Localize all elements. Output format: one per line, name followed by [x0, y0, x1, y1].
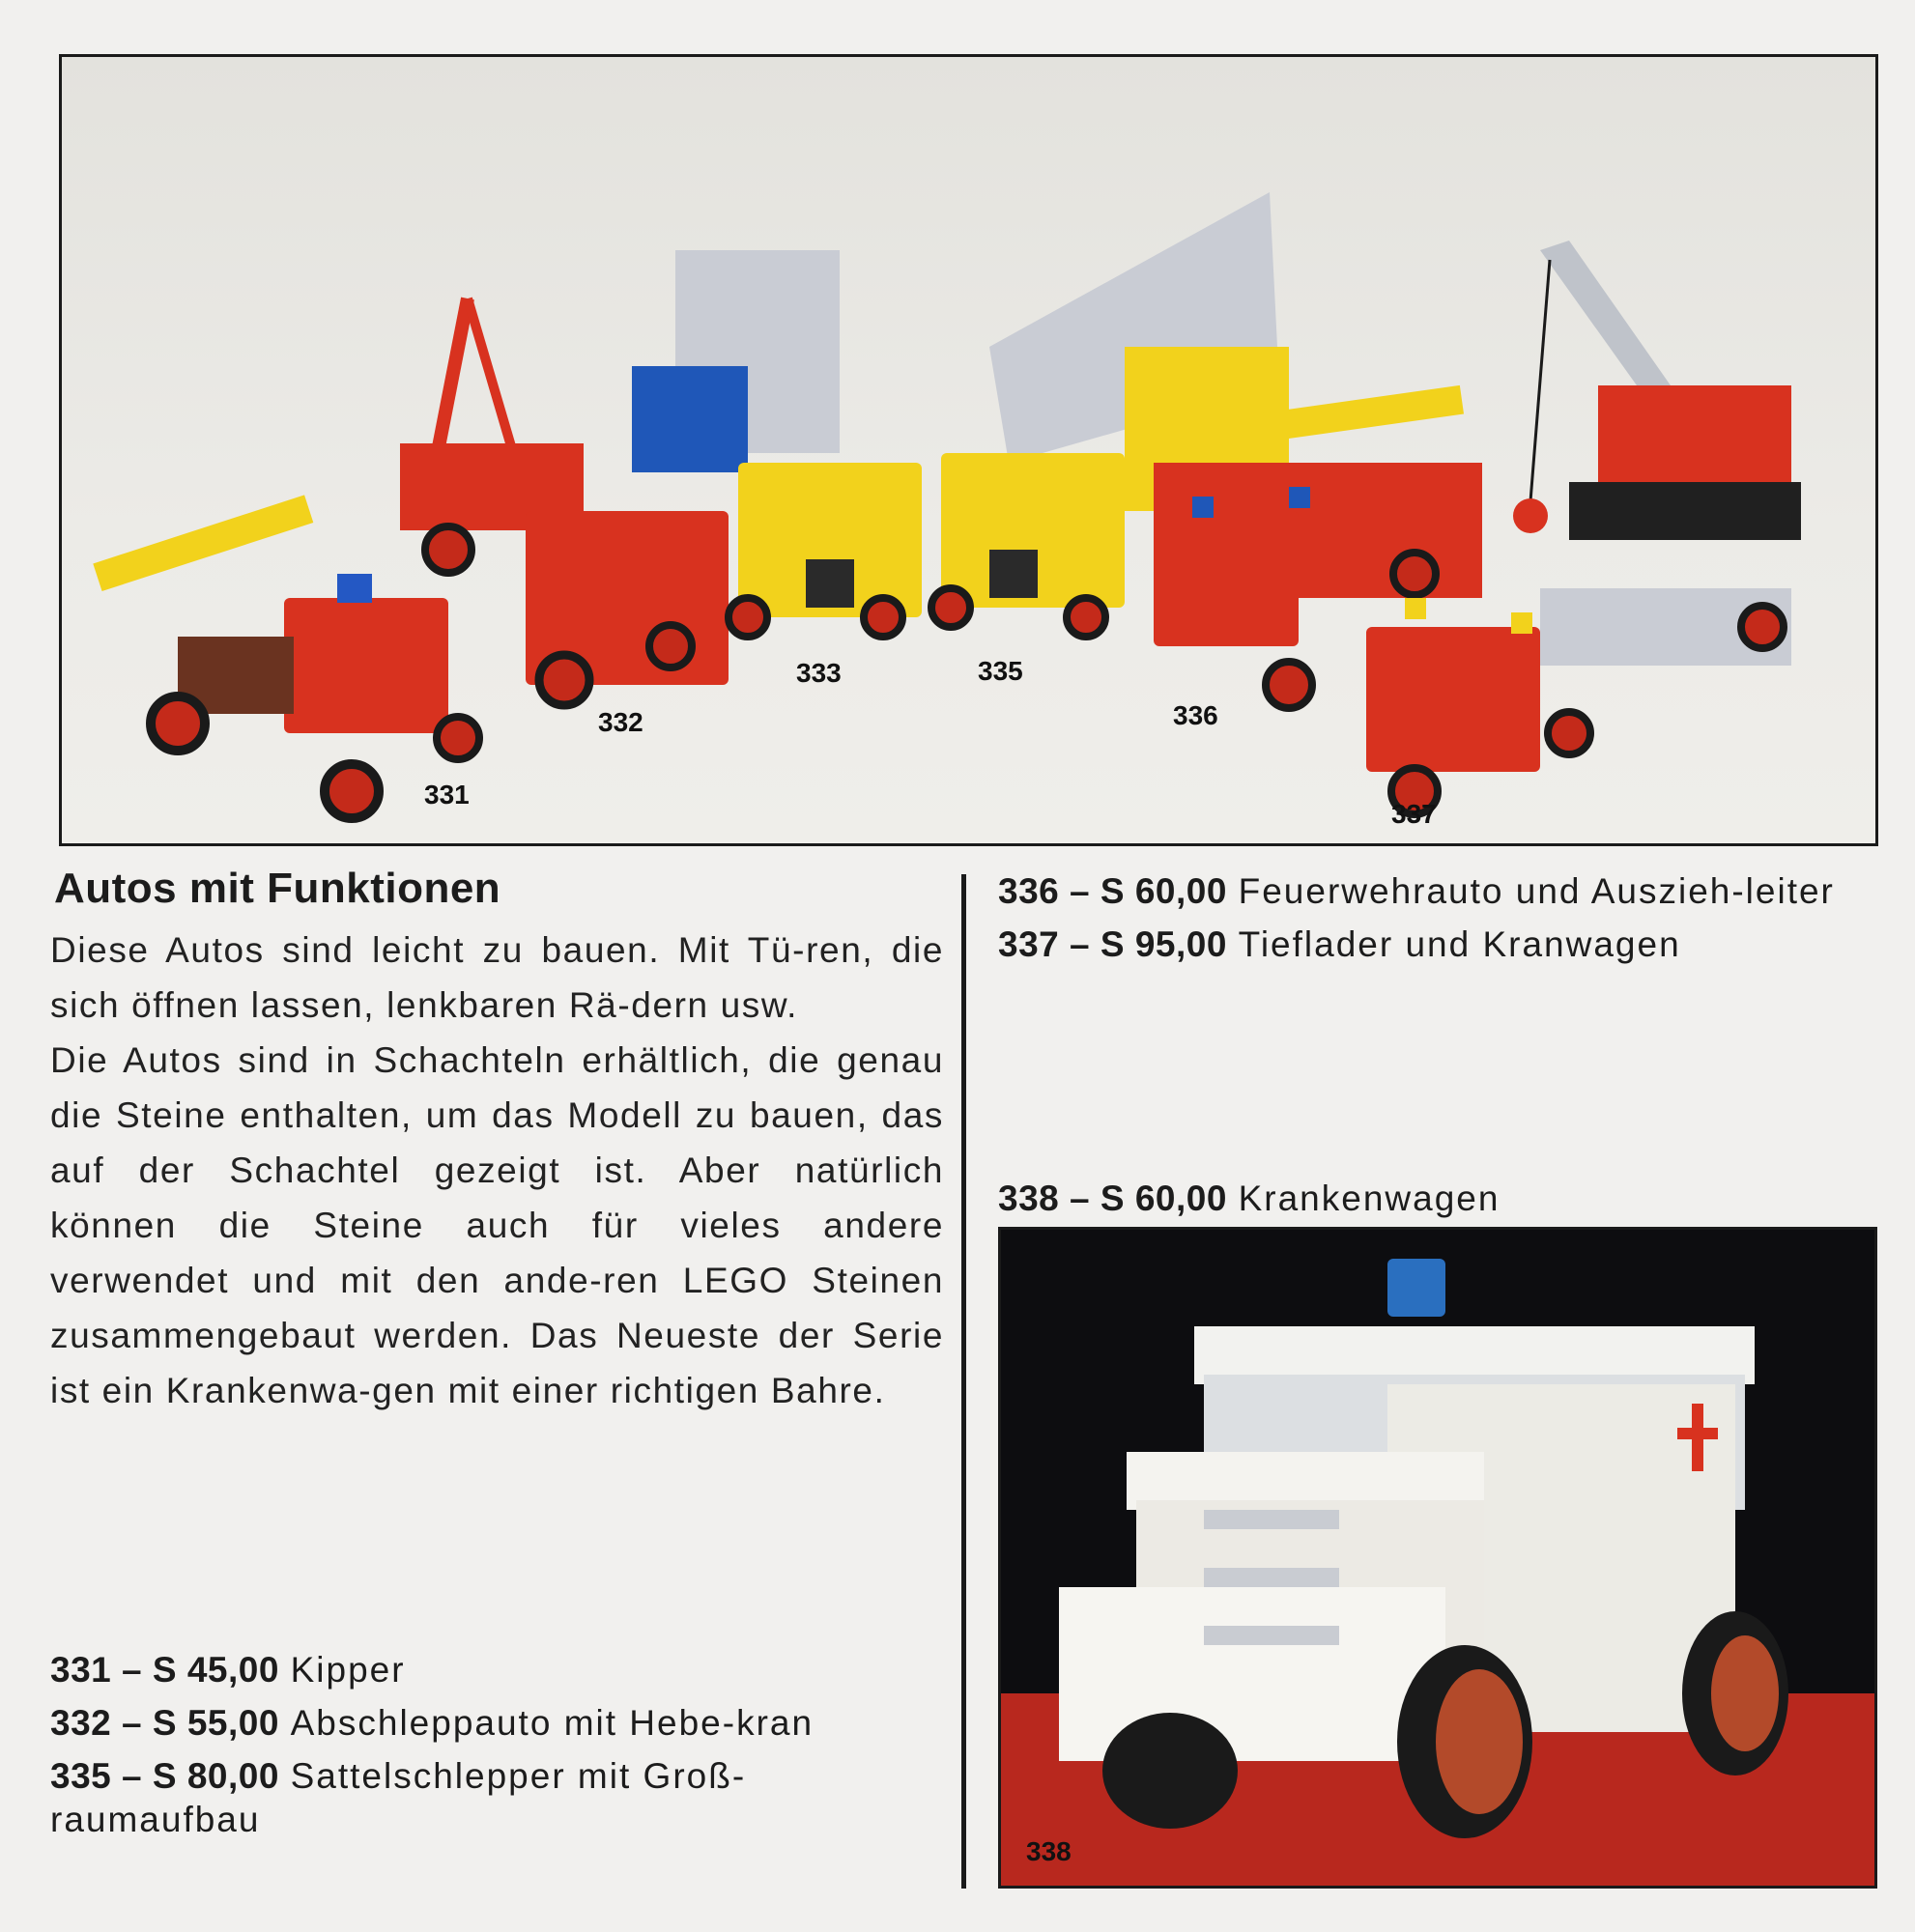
model-label-337: 337	[1391, 799, 1437, 829]
price-code: 338 – S 60,00	[998, 1179, 1227, 1218]
price-row-331	[50, 1648, 944, 1691]
lego-vehicles-illustration	[62, 57, 1875, 843]
intro-paragraph: Diese Autos sind leicht zu bauen. Mit Tü-ren, die sich öffnen lassen, lenkbaren Rä-dern usw.	[50, 930, 944, 1025]
price-description: Feuerwehrauto und Auszieh-leiter	[1238, 871, 1835, 911]
ambulance-illustration	[1001, 1230, 1874, 1886]
price-row-335	[50, 1754, 944, 1841]
price-description: Kipper	[290, 1650, 406, 1690]
price-description: Tieflader und Kranwagen	[1238, 924, 1681, 964]
price-row-338	[998, 1177, 1892, 1230]
price-code: 332 – S 55,00	[50, 1703, 279, 1743]
model-label-332: 332	[598, 707, 643, 737]
price-description: Sattelschlepper mit Groß-raumaufbau	[50, 1756, 747, 1839]
model-label-333: 333	[796, 658, 842, 688]
description-column	[50, 865, 944, 1418]
ambulance-price	[998, 1177, 1892, 1220]
model-331-illustration	[93, 495, 479, 818]
price-code: 335 – S 80,00	[50, 1756, 279, 1796]
price-list-right	[998, 869, 1892, 976]
section-heading: Autos mit Funktionen	[54, 865, 501, 912]
price-list-left	[50, 1648, 944, 1851]
top-product-photo	[59, 54, 1878, 846]
model-label-331: 331	[424, 780, 470, 810]
price-row-336	[998, 869, 1892, 913]
price-row-332	[50, 1701, 944, 1745]
price-description: Krankenwagen	[1238, 1179, 1501, 1218]
details-paragraph: Die Autos sind in Schachteln erhältlich, die genau die Steine enthalten, um das Modell zu bauen, das auf der Schachtel gezeigt ist. Aber natürlich können die Steine auch für vieles andere verwendet und mit den ande-ren LEGO Steinen zusammengebaut werden. Das Neueste der Serie ist ein Krankenwa-gen mit einer richtigen Bahre.	[50, 1040, 944, 1410]
model-label-338: 338	[1026, 1836, 1072, 1866]
model-label-335: 335	[978, 656, 1023, 686]
price-code: 337 – S 95,00	[998, 924, 1227, 964]
model-label-336: 336	[1173, 700, 1218, 730]
price-row-337	[998, 923, 1892, 966]
price-code: 331 – S 45,00	[50, 1650, 279, 1690]
price-code: 336 – S 60,00	[998, 871, 1227, 911]
ambulance-photo	[998, 1227, 1877, 1889]
column-divider	[961, 874, 966, 1889]
price-description: Abschleppauto mit Hebe-kran	[290, 1703, 815, 1743]
